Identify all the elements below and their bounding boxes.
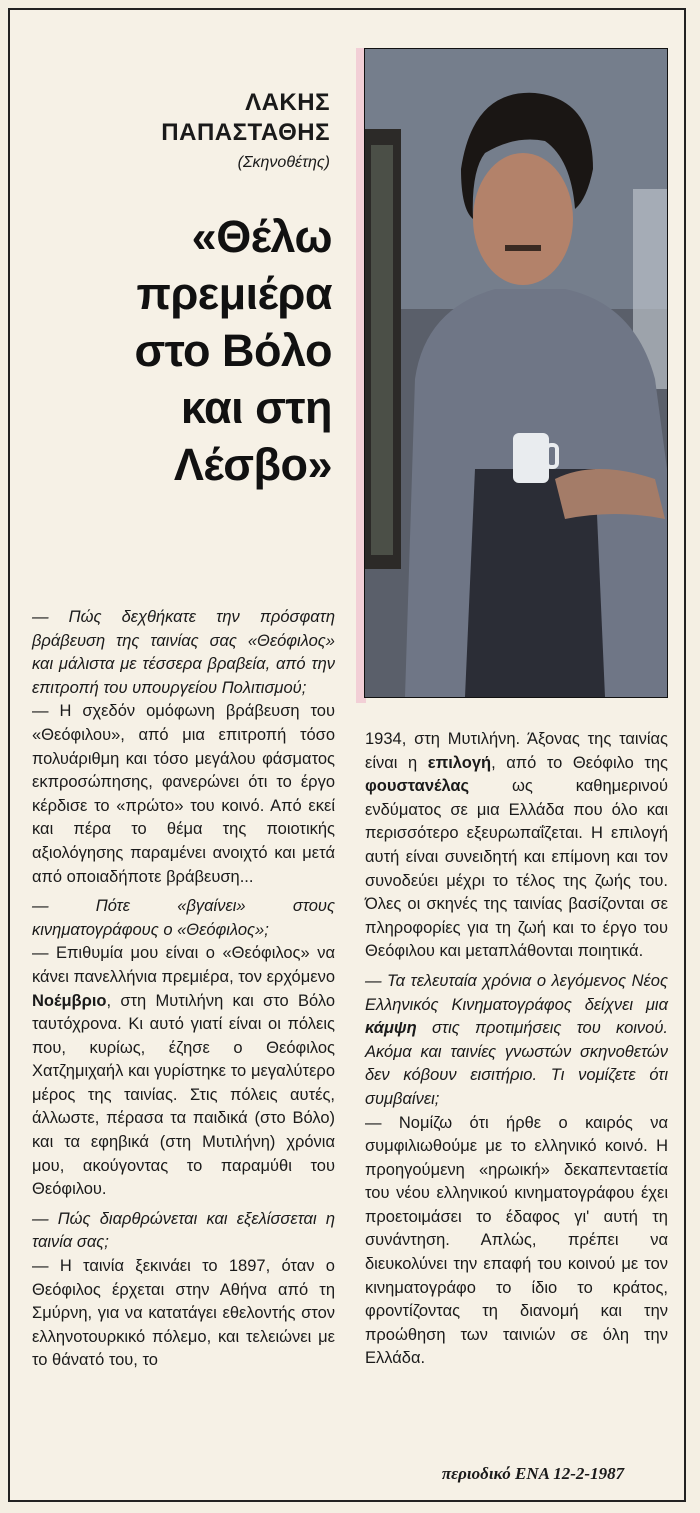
answer-3-text-end: ως καθημερινού ενδύματος σε μια Ελλάδα που όλο και περισσότερο εξευρωπαΐζεται. Η επιλογή αυτή είναι συνειδητή και επίμονη και τον συνοδεύει μέχρι το τέλος της ζωής του. Όλες οι σκηνές της ταινίας βασίζονται σε πληροφορίες για τη ζωή και το έργο του Θεόφιλου και μεταπλάθονται ποιητικά. — [365, 777, 668, 961]
question-2: — Πότε «βγαίνει» στους κινηματογράφους ο «Θεόφιλος»; — [32, 897, 335, 939]
text-column-left — [32, 600, 335, 1373]
headline-line: πρεμιέρα — [136, 268, 332, 319]
question-4 — [365, 970, 668, 1112]
answer-4: — Νομίζω ότι ήρθε ο καιρός να συμφιλιωθούμε με το ελληνικό κοινό. Η προηγούμενη «ηρωική» δεκαπενταετία του νέου ελληνικού κινηματογράφου έχει προετοιμάσει το έδαφος γι' αυτή τη συνάντηση. Απλώς, πρέπει να διευκολύνει την επαφή του κοινού με τον κινηματογράφο το ίδιο το κράτος, φροντίζοντας τη διανομή και την προώθηση των ταινιών σε όλη την Ελλάδα. — [365, 1113, 668, 1368]
author-first-name: ΛΑΚΗΣ — [245, 89, 330, 116]
text-column-right — [365, 728, 668, 1371]
answer-3-bold: επιλογή — [427, 753, 492, 772]
answer-3-bold-2: φουστανέλας — [365, 777, 470, 796]
answer-2-text-cont: , στη Μυτιλήνη και στο Βόλο ταυτόχρονα. Κι αυτό γιατί είναι οι πόλεις που, κυρίως, έζησε ο Θεόφιλος Χατζημιχαήλ και γυρίστηκε το μεγαλύτερο μέρος της ταινίας. Στις πόλεις αυτές, άλλωστε, πέρασα τα παιδικά (στο Βόλο) και τα εφηβικά (στη Μυτιλήνη) χρόνια μου, ακούγοντας το παραμύθι του Θεόφιλου. — [32, 991, 335, 1199]
headline — [40, 208, 332, 493]
question-4-text: — Τα τελευταία χρόνια ο λεγόμενος Νέος Ελληνικός Κινηματογράφος δείχνει μια — [365, 971, 668, 1014]
author-last-name: ΠΑΠΑΣΤΑΘΗΣ — [161, 119, 330, 146]
answer-2-bold: Νοέμβριο — [32, 991, 107, 1010]
answer-2 — [32, 942, 335, 1202]
answer-1: — Η σχεδόν ομόφωνη βράβευση του «Θεόφιλου», από μια επιτροπή τόσο πολυάριθμη και τόσο μεγάλου φάσματος εκπροσώπησης, φανερώνει ότι το έργο κέρδισε το «πρώτο» του κοινό. Από εκεί και πέρα το θέμα της ποιοτικής αξιολόγησης παραμένει ανοιχτό και μετά από οποιαδήποτε βράβευση... — [32, 702, 335, 886]
answer-3-start: — Η ταινία ξεκινάει το 1897, όταν ο Θεόφιλος έρχεται στην Αθήνα από τη Σμύρνη, για να κατατάγει εθελοντής στον ελληνοτουρκικό πόλεμο, και τελειώνει με το θάνατό του, το — [32, 1257, 335, 1370]
author-role: (Σκηνοθέτης) — [237, 154, 330, 171]
director-photo — [364, 48, 668, 698]
answer-3-text-cont: , από το Θεόφιλο της — [491, 753, 668, 772]
question-4-bold: κάμψη — [365, 1019, 417, 1038]
answer-2-text: — Επιθυμία μου είναι ο «Θεόφιλος» να κάνει πανελλήνια πρεμιέρα, τον ερχόμενο — [32, 944, 335, 986]
headline-line: στο Βόλο — [134, 325, 332, 376]
answer-3-end — [365, 728, 668, 964]
byline — [60, 88, 330, 172]
question-1: — Πώς δεχθήκατε την πρόσφατη βράβευση της ταινίας σας «Θεόφιλος» και μάλιστα με τέσσερα βραβεία, από την επιτροπή του υπουργείου Πολιτισμού; — [32, 608, 335, 697]
question-3: — Πώς διαρθρώνεται και εξελίσσεται η ταινία σας; — [32, 1209, 335, 1252]
question-4-text-cont: στις προτιμήσεις του κοινού. Ακόμα και ταινίες γνωστών σκηνοθετών δεν κόβουν εισιτήριο. Τι νομίζετε ότι συμβαίνει; — [365, 1019, 668, 1108]
headline-line: και στη — [180, 382, 332, 433]
headline-line: Λέσβο» — [173, 439, 332, 490]
source-credit: περιοδικό ΕΝΑ 12-2-1987 — [441, 1464, 625, 1483]
answer-3-text: 1934, στη Μυτιλήνη. Άξονας της ταινίας είναι η — [365, 730, 668, 772]
portrait-illustration — [365, 49, 667, 697]
headline-line: «Θέλω — [191, 211, 332, 262]
